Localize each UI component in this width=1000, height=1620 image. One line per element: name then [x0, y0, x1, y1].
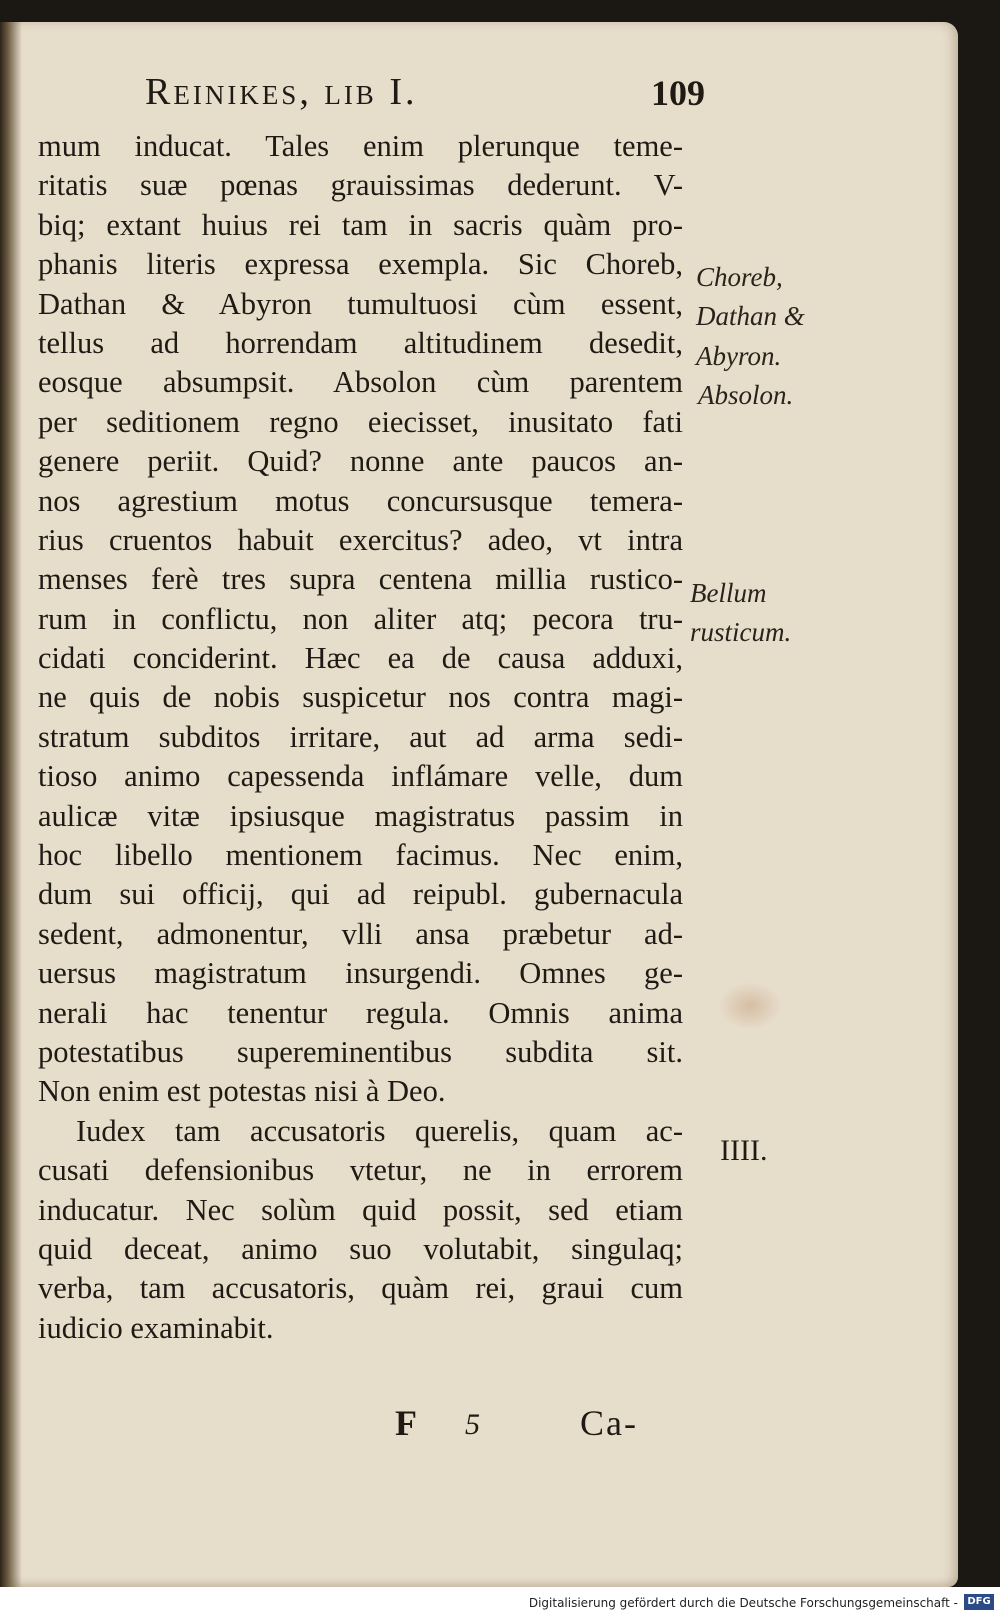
text-line: aulicæ vitæ ipsiusque magistratus passim in — [38, 798, 683, 833]
signature-letter: F — [395, 1403, 417, 1443]
text-line: eosque absumpsit. Absolon cùm parentem — [38, 365, 683, 400]
text-line: biq; extant huius rei tam in sacris quàm pro- — [38, 207, 683, 242]
dfg-footer-bar — [0, 1587, 1000, 1620]
text-line: menses ferè tres supra centena millia rustico- — [38, 562, 683, 597]
text-line: Iudex tam accusatoris querelis, quam ac- — [76, 1113, 683, 1148]
signature-number: 5 — [465, 1408, 480, 1441]
catchword: Ca- — [580, 1403, 638, 1443]
text-line: potestatibus supereminentibus subdita sit. — [38, 1034, 683, 1069]
dfg-logo: DFG — [964, 1594, 994, 1610]
text-line: inducatur. Nec solùm quid possit, sed etiam — [38, 1192, 683, 1227]
page-header — [145, 70, 705, 120]
main-text — [38, 127, 683, 1348]
margin-note-line: Dathan & — [696, 301, 805, 332]
text-line: nos agrestium motus concursusque temera- — [38, 483, 683, 518]
text-line: tellus ad horrendam altitudinem desedit, — [38, 325, 683, 360]
text-line: mum inducat. Tales enim plerunque teme- — [38, 129, 683, 163]
text-line: rum in conflictu, non aliter atq; pecora tru- — [38, 601, 683, 636]
margin-numeral: IIII. — [720, 1134, 768, 1167]
margin-note-bellum — [690, 574, 791, 653]
text-line: cusati defensionibus vtetur, ne in errorem — [38, 1153, 683, 1188]
margin-note-line: Bellum — [690, 578, 767, 608]
dfg-notice: Digitalisierung gefördert durch die Deutsche Forschungsgemeinschaft - — [528, 1596, 958, 1610]
text-line: Dathan & Abyron tumultuosi cùm essent, — [38, 286, 683, 321]
text-line: iudicio examinabit. — [38, 1310, 274, 1345]
text-line: dum sui officij, qui ad reipubl. gubernacula — [38, 877, 683, 912]
text-line: rius cruentos habuit exercitus? adeo, vt intra — [38, 522, 683, 557]
text-line: hoc libello mentionem facimus. Nec enim, — [38, 838, 683, 873]
page-number: 109 — [651, 73, 705, 113]
text-line: Non enim est potestas nisi à Deo. — [38, 1074, 446, 1109]
margin-note-choreb — [696, 258, 805, 376]
text-line: uersus magistratum insurgendi. Omnes ge- — [38, 956, 683, 991]
page-footer — [395, 1402, 685, 1452]
margin-note-line: Choreb, — [696, 262, 783, 292]
text-line: ritatis suæ pœnas grauissimas dederunt. V- — [38, 168, 683, 203]
book-page — [0, 22, 958, 1587]
text-line: phanis literis expressa exempla. Sic Choreb, — [38, 247, 683, 282]
paper-stain — [718, 982, 782, 1030]
text-line: nerali hac tenentur regula. Omnis anima — [38, 995, 683, 1030]
text-line: per seditionem regno eiecisset, inusitato fati — [38, 404, 683, 439]
text-line: sedent, admonentur, vlli ansa præbetur ad- — [38, 916, 683, 951]
margin-note-line: Abyron. — [696, 340, 782, 371]
margin-note-absolon: Absolon. — [698, 380, 794, 410]
text-line: stratum subditos irritare, aut ad arma sedi- — [38, 719, 683, 754]
text-line: verba, tam accusatoris, quàm rei, graui cum — [38, 1271, 683, 1306]
text-line: ne quis de nobis suspicetur nos contra magi- — [38, 680, 683, 715]
text-line: quid deceat, animo suo volutabit, singulaq; — [38, 1231, 683, 1266]
text-line: genere periit. Quid? nonne ante paucos an- — [38, 444, 683, 479]
text-line: tioso animo capessenda inflámare velle, dum — [38, 759, 683, 794]
text-line: cidati conciderint. Hæc ea de causa adduxi, — [38, 641, 683, 676]
margin-note-line: rusticum. — [690, 617, 792, 648]
running-head: Reinikes, lib I. — [145, 71, 418, 113]
